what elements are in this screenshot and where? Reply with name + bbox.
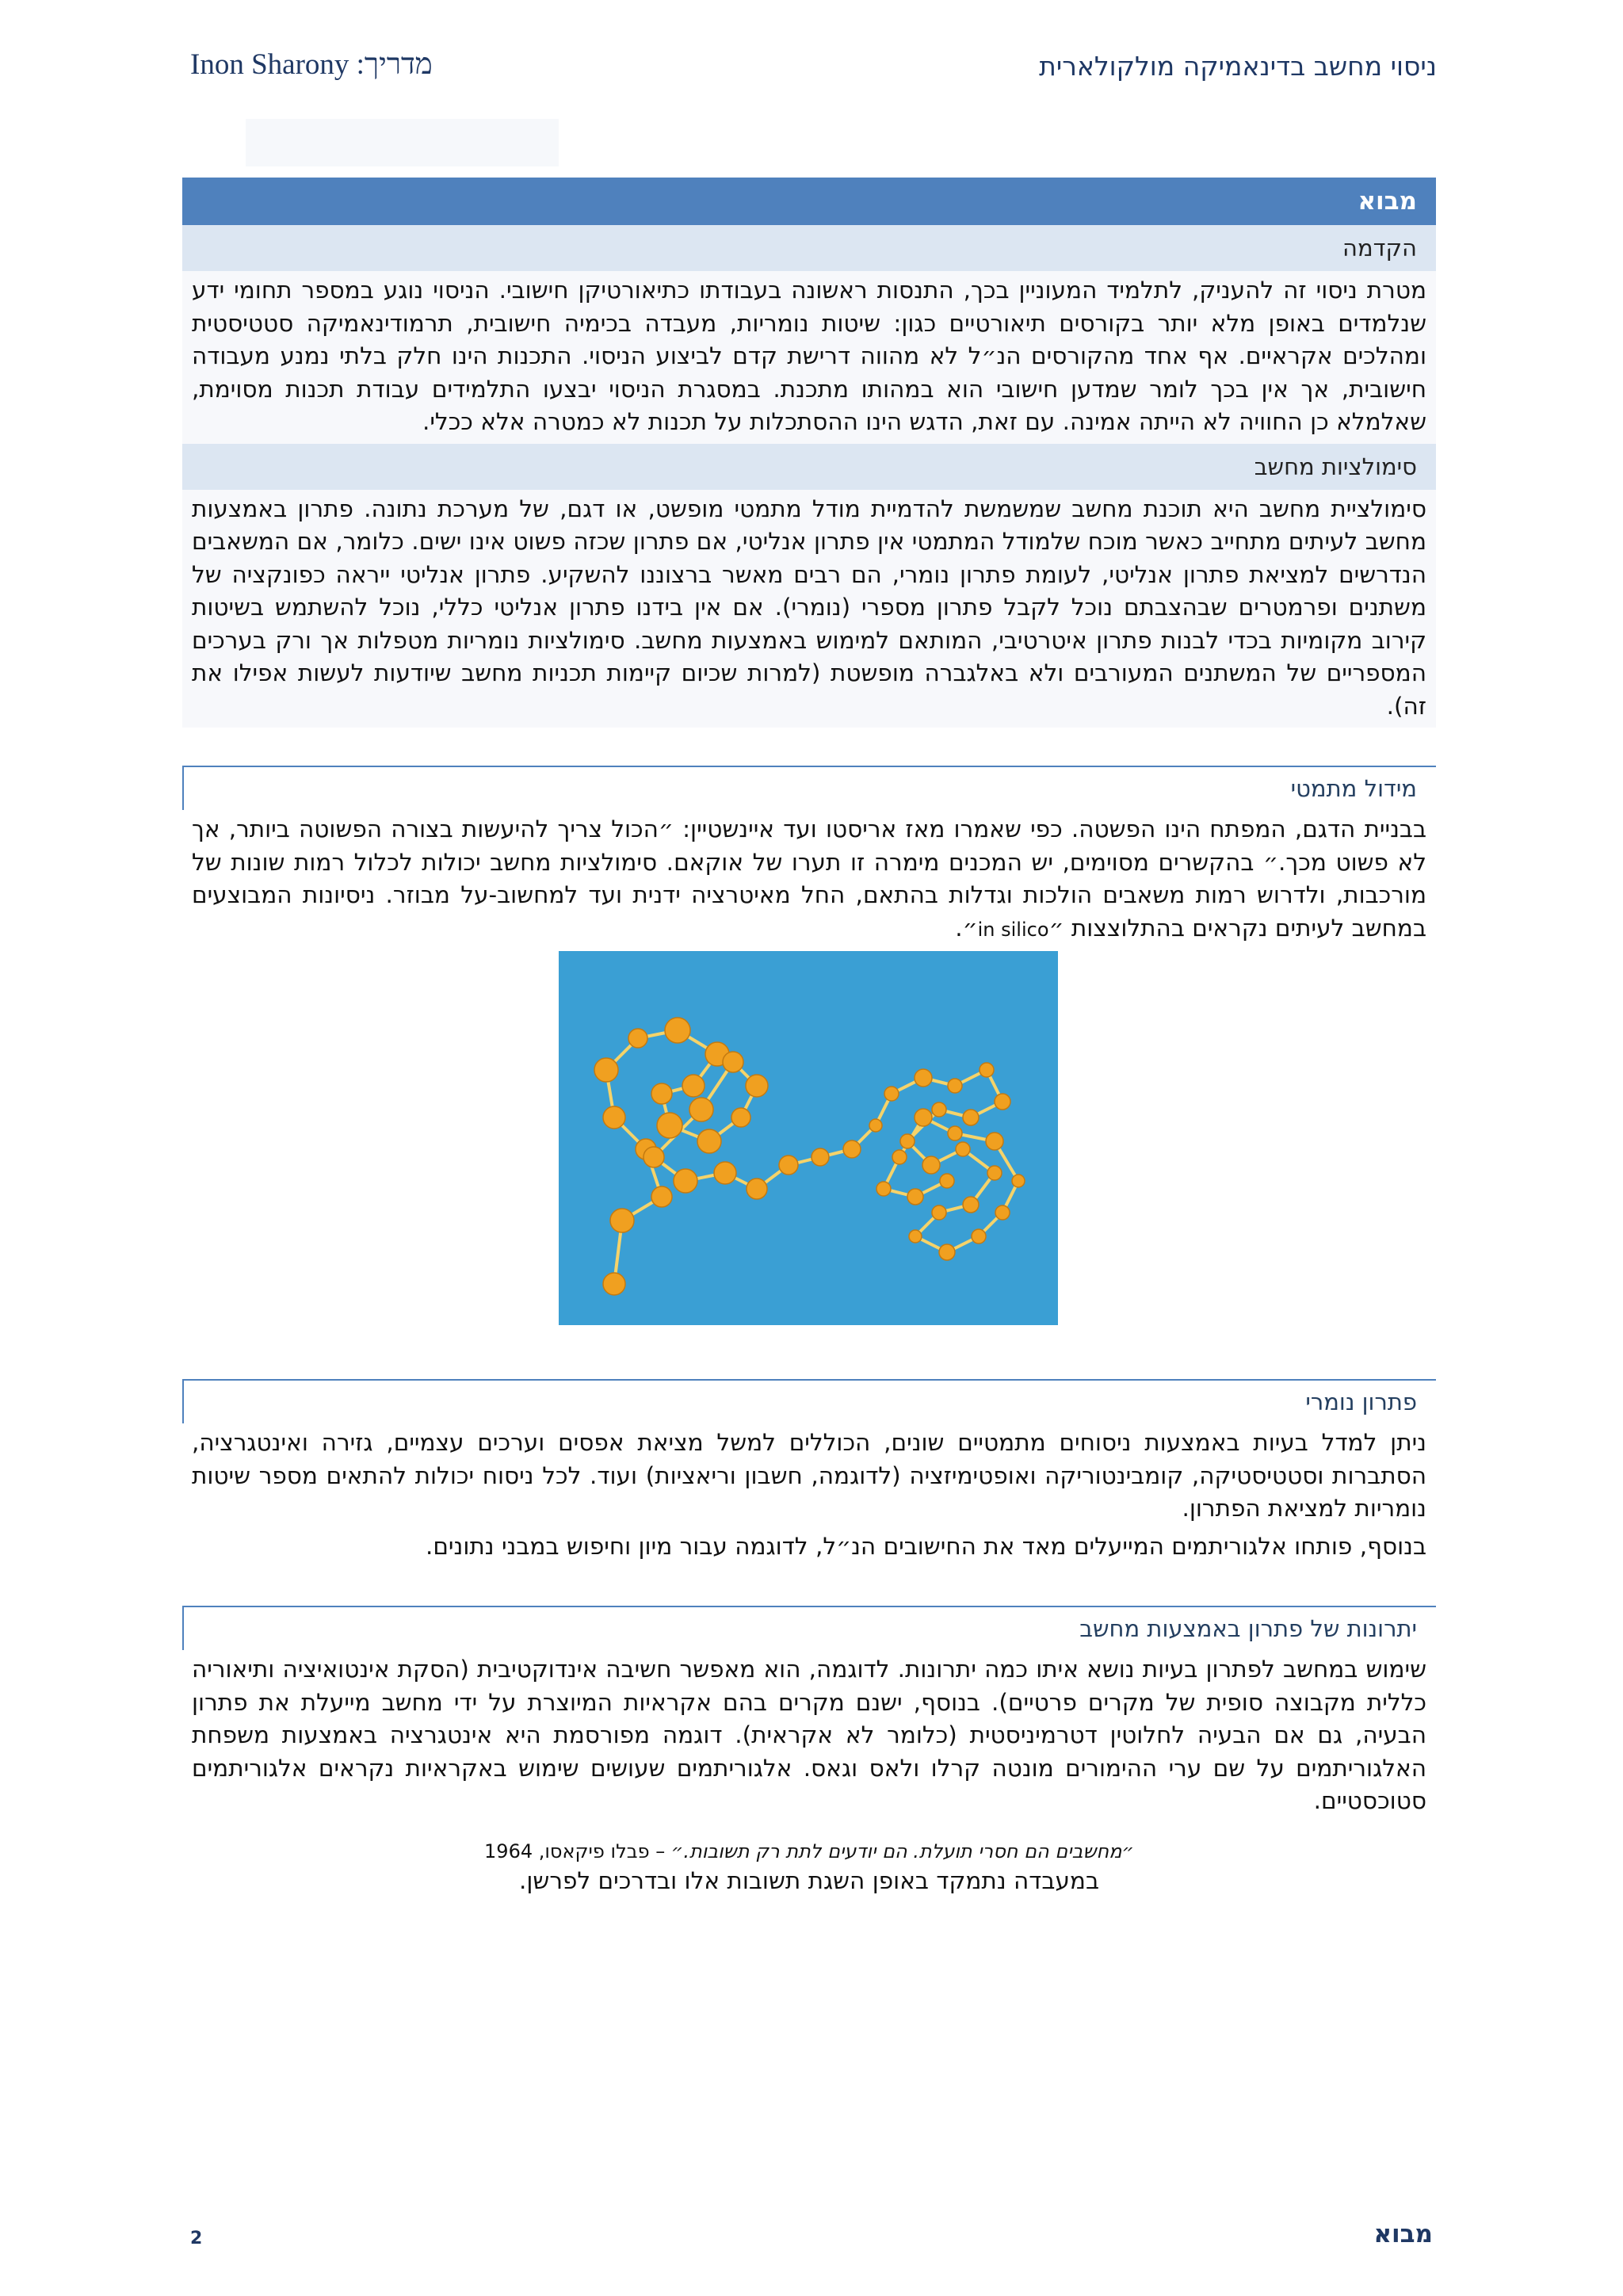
modeling-text-main: בבניית הדגם, המפתח הינו הפשטה. כפי שאמרו מאז אריסטו ועד איינשטיין: ״הכול צריך להיעשות בצורה הפשוטה ביותר, אך לא פשוט מכך.״ בהקשרים מסוימים, יש המכנים מימרה זו תערו של אוקאם. סימולציות מחשב יכולות לכלול רמות שונות של מורכבות, ולדרוש רמות משאבים הולכות וגדלות בהתאם, החל מאיטרציה ידנית ועד למחשוב-על מבוזר. ניסיונות המבוצעים במחשב לעיתים נקראים בהתלוצצות ״ [192,816,1426,942]
section-gap [181,1568,1438,1606]
molecular-chain-image [559,951,1058,1325]
chain-bead [987,1166,1002,1180]
section-gap [181,728,1438,766]
chain-bead [995,1205,1010,1220]
chain-bead [643,1147,664,1167]
chain-bead [628,1029,647,1048]
paragraph-numerical-2: בנוסף, פותחו אלגוריתמים המייעלים מאד את החישובים הנ״ל, לדוגמה עבור מיון וחיפוש במבני נתונים. [182,1530,1436,1568]
chain-bead [932,1102,946,1117]
chain-bead [594,1058,618,1082]
chain-bead [915,1069,932,1087]
modeling-term-in-silico: in silico [977,918,1049,941]
chain-bead [915,1109,932,1126]
footer-chapter: מבוא [1373,2220,1433,2248]
chain-bead [747,1179,767,1199]
chain-bead [932,1205,946,1220]
chain-bead [657,1113,682,1138]
paragraph-simulations: סימולציית מחשב היא תוכנת מחשב שמשמשת להדמיית מודל מתמטי מופשט, או דגם, של מערכת נתונה. פתרון באמצעות מחשב לעיתים מתחייב כאשר מוכח שלמודל המתמטי אין פתרון אנליטי, אם פתרון שכזה פשוט אינו ישים. כלומר, אם המשאבים הנדרשים למציאת פתרון אנליטי, לעומת פתרון נומרי, הם רבים מאשר ברצוננו להשקיע. פתרון אנליטי ייראה כפונקציה של משתנים ופרמטרים שבהצבתם נוכל לקבל פתרון מספרי (נומרי). אם אין בידנו פתרון אנליטי כללי, נוכל להשתמש בשיטות קירוב מקומיות בכדי לבנות פתרון איטרטיבי, המותאם למימוש באמצעות מחשב. סימולציות נומריות מטפלות אך ורק בערכים המספריים של המשתנים המעורבים ולא באלגברה מופשטת (למרות שכיום קיימות תכניות מחשב שיודעות לעשות אפילו את זה). [192,495,1426,720]
chain-bead [980,1063,994,1077]
closing-line: במעבדה נתמקד באופן השגת תשובות אלו ובדרכים לפרשן. [182,1867,1436,1902]
chain-bead [909,1230,922,1243]
chain-bead [892,1150,907,1164]
paragraph-numerical: ניתן למדל בעיות באמצעות ניסוחים מתמטיים שונים, הכוללים למשל מציאת אפסים וערכים עצמיים, גזירה ואינטגרציה, הסתברות וסטטיסטיקה, קומבינטוריקה ואופטימיזציה (לדוגמה, חשבון וריאציות) ועוד. לכל ניסוח יכולות להתאים מספר שיטות נומריות למציאת הפתרון. [182,1423,1436,1530]
header-supervisor: מדריך: Inon Sharony [190,48,433,81]
chain-bead [869,1119,882,1132]
chain-bead [603,1273,625,1295]
figure-container [182,951,1436,1379]
chapter-title: מבוא [182,178,1436,225]
section-title-simulations: סימולציות מחשב [182,444,1436,490]
chain-bead [731,1108,750,1127]
decorative-band [246,119,559,166]
chain-bead [697,1129,721,1153]
chain-bead [610,1209,634,1232]
chain-bead [884,1087,899,1101]
chain-bead [603,1106,625,1129]
chain-bead [812,1148,829,1166]
page-header [190,48,1437,95]
paragraph-advantages: שימוש במחשב לפתרון בעיות נושא איתו כמה יתרונות. לדוגמה, הוא מאפשר חשיבה אינדוקטיבית (הסקת אינטואיציה ותיאוריה כללית מקבוצה סופית של מקרים פרטיים). בנוסף, ישנם מקרים בהם אקראיות המיוצרת על ידי מחשב מייעלת את פתרון הבעיה, גם אם הבעיה לחלוטין דטרמיניסטית (כלומר לא אקראית). דוגמה מפורסמת היא אינטגרציה באמצעות משפחת האלגוריתמים על שם ערי ההימורים מונטה קרלו ולאס וגאס. אלגוריתמים שעושים שימוש באקראיות נקראים אלגוריתמים סטוכסטיים. [182,1650,1436,1823]
chain-bead [963,1197,979,1213]
chain-bead [900,1134,915,1148]
chain-bead [922,1156,940,1174]
chain-bead [876,1182,891,1196]
section-title-advantages: יתרונות של פתרון באמצעות מחשב [182,1606,1436,1650]
chain-bead [986,1133,1003,1150]
section-title-modeling: מידול מתמטי [182,766,1436,810]
chain-bead [956,1142,970,1156]
page-footer [190,2209,1433,2248]
main-content [182,178,1436,1902]
chain-bead [665,1018,690,1043]
section-title-numerical: פתרון נומרי [182,1379,1436,1423]
chain-bead [651,1186,672,1207]
quote [182,1823,1436,1867]
chain-bead [963,1110,979,1125]
chain-bead [651,1083,672,1104]
paragraph-intro: מטרת ניסוי זה להעניק, לתלמיד המעוניין בכך, התנסות ראשונה בעבודתו כתיאורטיקן חישובי. הניסוי נוגע במספר תחומי ידע שנלמדים באופן מלא יותר בקורסים תיאורטיים כגון: שיטות נומריות, מעבדה בכימיה חישובית, תרמודינאמיקה סטטיסטית ומהלכים אקראיים. אף אחד מהקורסים הנ״ל לא מהווה דרישת קדם לביצוע הניסוי. התכנות הינו חלק בלתי נמנע מעבודה חישובית, אך אין בכך לומר שמדען חישובי הוא במהותו מתכנת. במסגרת הניסוי יבצעו התלמידים עבודת תכנות מסוימת, שאלמלא כן החוויה לא הייתה אמינה. עם זאת, הדגש הינו ההסתכלות על תכנות לא כמטרה אלא ככלי. [192,277,1426,435]
chain-bead [1012,1175,1025,1187]
paragraph-modeling [182,810,1436,951]
quote-text: ״מחשבים הם חסרי תועלת. הם יודעים לתת רק תשובות.״ [670,1839,1134,1862]
chain-bead [779,1156,798,1175]
molecular-chain-icon [559,951,1058,1325]
chain-bead [714,1162,736,1184]
quote-attribution: – פבלו פיקאסו, 1964 [484,1839,666,1862]
chain-bead [995,1094,1010,1110]
chain-bead [972,1229,986,1244]
chain-bead [843,1140,861,1158]
chain-bead [907,1189,923,1205]
chain-bead [948,1079,962,1093]
chain-bead [689,1098,713,1121]
chain-bead [723,1052,743,1072]
chain-bead [682,1075,705,1097]
chain-bead [939,1244,955,1260]
modeling-text-end: ״. [955,914,978,942]
chain-bead [746,1075,768,1097]
chain-bead [674,1169,697,1193]
header-document-title: ניסוי מחשב בדינאמיקה מולקולארית [1039,51,1437,82]
chain-bead [948,1126,962,1140]
chain-bead [940,1174,954,1188]
section-title-intro: הקדמה [182,225,1436,271]
page-number: 2 [190,2229,203,2248]
